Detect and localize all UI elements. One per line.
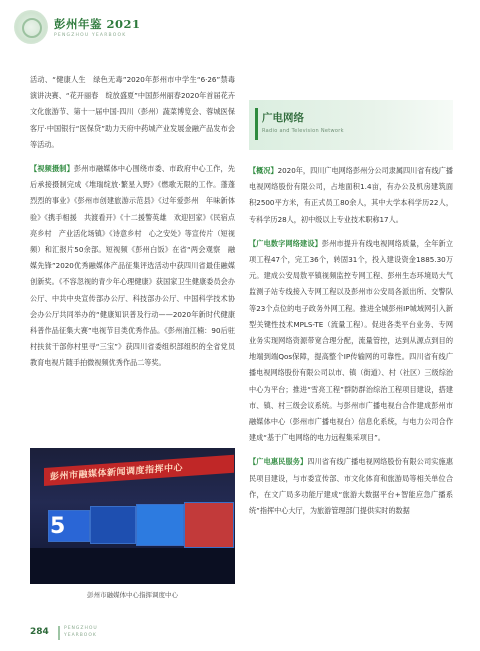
right-paragraph-3 bbox=[249, 454, 453, 519]
section-title: 广电网络 bbox=[262, 112, 304, 124]
service-tag: 【广电惠民服务】 bbox=[249, 457, 308, 467]
right-paragraph-2 bbox=[249, 236, 453, 447]
screen-number: 5 bbox=[50, 514, 66, 539]
yearbook-logo-icon bbox=[14, 10, 48, 44]
video-section-text: 彭州市融媒体中心围绕市委、市政府中心工作，先后承接摄制完成《堆瑞绽放·繁星入野》《燃歌无限的工作。蓬蓬烈烈的事业》《彭州市创建旅游示范县》《过年爱彭州 年味新体验》《携手相援 共渡看开》《十二援警英雄 欢迎回家》《民宿点亮乡村 产业活化场镇》《诗意乡村 心之安处》等宣传片（短视频）和汇报片50余部。短视频《彭州白饭》在省“两会观察 融媒先锋”2020优秀融媒体产品征集评选活动中获四川省最佳融媒创新奖。《不容忽视的青少年心理健康》获国家卫生健康委员会办公厅、中共中央宣传部办公厅、科技部办公厅、中国科学技术协会办公厅共同举办的“健康知识普及行动——2020年新时代健康科普作品征集大赛”电视节目类优秀作品。《彭州油江楠：90后驻村扶贫干部你村里寻“三宝”》获四川省委组织部组织的全省党员教育电视片随手拍微视频优秀作品二等奖。 bbox=[30, 164, 235, 368]
overview-text: 2020年，四川广电网络彭州分公司隶属四川省有线广播电视网络股份有限公司，占地面积1.4亩，有办公及机房建筑面积2500平方米，有正式员工80余人，其中大学本科学历22人，专科学历28人，初中级以上专业技术职称17人。 bbox=[249, 166, 453, 224]
display-screen bbox=[184, 502, 234, 548]
right-column bbox=[249, 163, 453, 519]
display-screen bbox=[136, 504, 184, 546]
left-column bbox=[30, 72, 235, 372]
overview-tag: 【概况】 bbox=[249, 166, 278, 175]
page-number: 284 bbox=[30, 627, 49, 637]
section-header bbox=[249, 100, 453, 150]
photo-caption: 彭州市融媒体中心指挥调度中心 bbox=[87, 591, 178, 599]
command-center-photo bbox=[30, 448, 235, 584]
photo-banner bbox=[44, 455, 234, 486]
console-desk bbox=[30, 548, 235, 584]
page-header bbox=[14, 10, 214, 60]
photo-banner-text: 彭州市融媒体新闻调度指挥中心 bbox=[50, 463, 184, 483]
display-screen bbox=[90, 506, 136, 544]
left-paragraph-2 bbox=[30, 161, 235, 372]
header-title: 彭州年鉴 2021 bbox=[54, 17, 141, 31]
footer-divider bbox=[58, 626, 60, 640]
footer-title-line1: PENGZHOU bbox=[64, 626, 98, 631]
section-accent-bar bbox=[255, 108, 258, 140]
service-text: 四川省有线广播电视网络股份有限公司实施惠民项目建设，与市委宣传部、市文化体育和旅游局等相关单位合作，在文广局多功能厅建成“旅游大数据平台+智能应急广播系统”指挥中心大厅，为旅游管理部门提供实时的数据 bbox=[249, 457, 453, 516]
video-section-tag: 【视频摄制】 bbox=[30, 164, 74, 174]
network-tag: 【广电数字网络建设】 bbox=[249, 238, 322, 248]
network-text: 彭州市提升有线电视网络质量，全年新立项工程47个，完工36个，转固31个，投入建设资金1885.30万元。建成公安局敖平镇视频监控专网工程、彭州生态环境局大气监测子站专线接入专网工程以及彭州市公安局各派出所、交警队等23个点位的电子政务外网工程。推进全城彭州IP城域网引入新型关键性技术MPLS-TE（流量工程）。促进各类平台业务、专网业务实现网络资源带宽合理分配，流量管控，达到从源点到目的地端到端Qos保障，提高整个IP传输网的可靠性。四川省有线广播电视网络股份有限公司以市、镇（街道）、村（社区）三级综治中心为平台；推进“雪亮工程”群防群治综治工程项目建设，搭建市、镇、村三级会议系统。与彭州市广播电视台合作建成彭州市融媒体中心（彭州市广播电视台）信息化系统，与电力公司合作建成“基于广电网络的电力远程集采项目”。 bbox=[249, 238, 453, 443]
right-paragraph-1 bbox=[249, 163, 453, 228]
header-subtitle: PENGZHOU YEARBOOK bbox=[54, 33, 127, 38]
section-subtitle: Radio and Television Network bbox=[262, 128, 344, 134]
footer-title-line2: YEARBOOK bbox=[64, 633, 97, 638]
left-paragraph-1: 活动、“健康人生 绿色无毒”2020年彭州市中学生“6·26”禁毒演讲决赛、“花开丽春 绽放盛夏”中国彭州丽春2020年首届花卉文化旅游节、第十一届中国·四川（彭州）蔬菜博览会、蓉城医保客厅·中国银行“医保贷”助力天府中药城产业发展金融产品发布会等活动。 bbox=[30, 75, 235, 149]
